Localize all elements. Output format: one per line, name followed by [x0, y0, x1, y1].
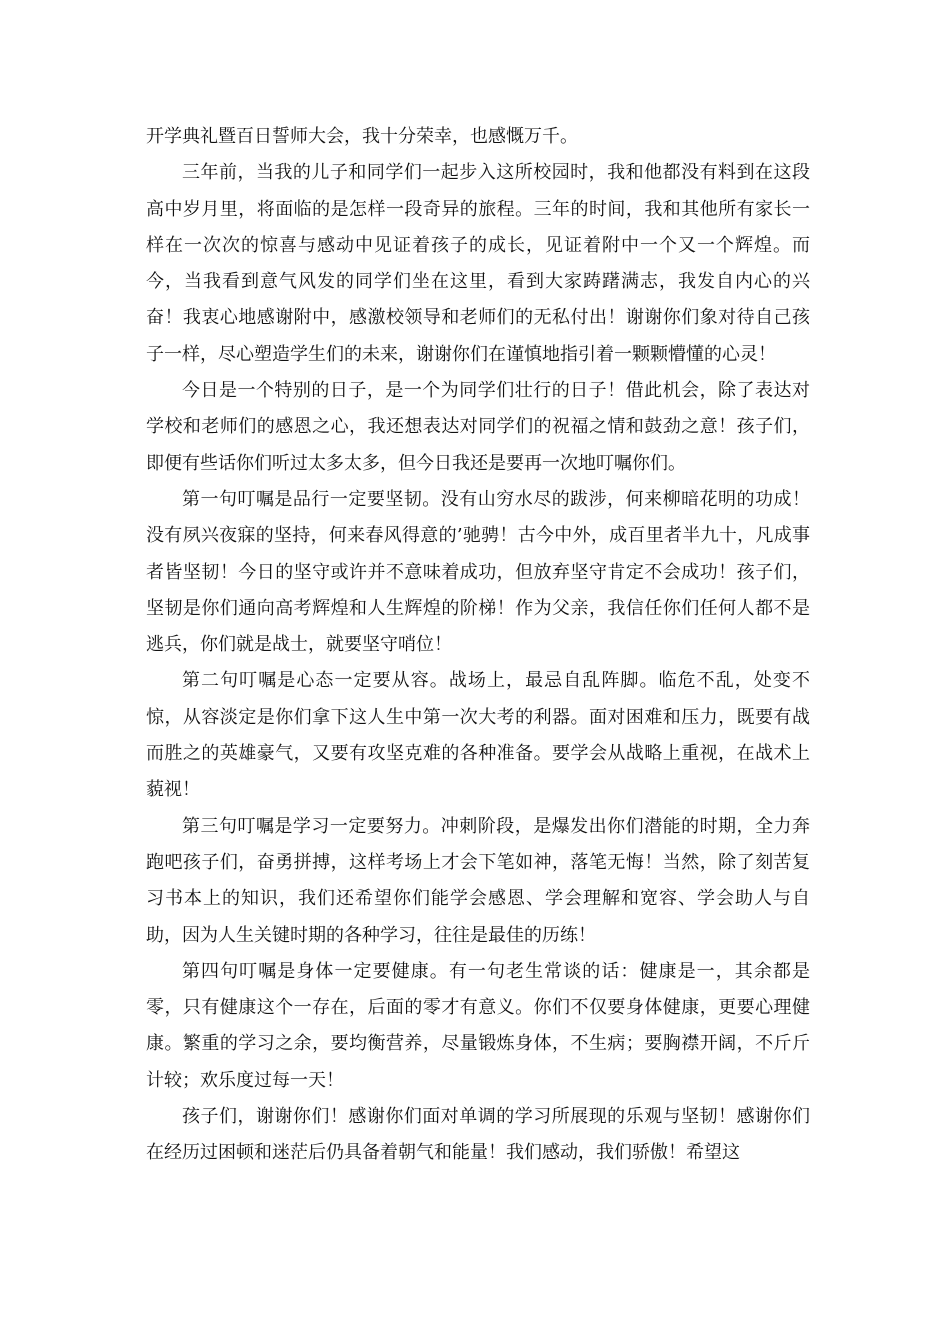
paragraph-opening: 开学典礼暨百日誓师大会，我十分荣幸，也感慨万千。: [146, 126, 578, 147]
paragraph-second-advice: 第二句叮嘱是心态一定要从容。战场上，最忌自乱阵脚。临危不乱，处变不惊，从容淡定是你们拿下这人生中第一次大考的利器。面对困难和压力，既要有战而胜之的英雄豪气，又要有攻坚克难的各种准备。要学会从战略上重视，在战术上藐视！: [146, 670, 810, 801]
paragraph-fourth-advice: 第四句叮嘱是身体一定要健康。有一句老生常谈的话：健康是一，其余都是零，只有健康这个一存在，后面的零才有意义。你们不仅要身体健康，更要心理健康。繁重的学习之余，要均衡营养，尽量锻炼身体，不生病；要胸襟开阔，不斤斤计较；欢乐度过每一天！: [146, 960, 810, 1091]
paragraph-special-day: 今日是一个特别的日子，是一个为同学们壮行的日子！借此机会，除了表达对学校和老师们的感恩之心，我还想表达对同学们的祝福之情和鼓劲之意！孩子们，即便有些话你们听过太多太多，但今日我还是要再一次地叮嘱你们。: [146, 380, 810, 474]
paragraph-closing: 孩子们，谢谢你们！感谢你们面对单调的学习所展现的乐观与坚韧！感谢你们在经历过困顿和迷茫后仍具备着朝气和能量！我们感动，我们骄傲！希望这: [146, 1106, 810, 1164]
document-body: [146, 119, 810, 1172]
paragraph-first-advice: 第一句叮嘱是品行一定要坚韧。没有山穷水尽的跋涉，何来柳暗花明的功成！没有夙兴夜寐的坚持，何来春风得意的’驰骋！古今中外，成百里者半九十，凡成事者皆坚韧！今日的坚守或许并不意味着成功，但放弃坚守肯定不会成功！孩子们，坚韧是你们通向高考辉煌和人生辉煌的阶梯！作为父亲，我信任你们任何人都不是逃兵，你们就是战士，就要坚守哨位！: [146, 488, 810, 656]
paragraph-third-advice: 第三句叮嘱是学习一定要努力。冲刺阶段，是爆发出你们潜能的时期，全力奔跑吧孩子们，奋勇拼搏，这样考场上才会下笔如神，落笔无悔！当然，除了刻苦复习书本上的知识，我们还希望你们能学会感恩、学会理解和宽容、学会助人与自助，因为人生关键时期的各种学习，往往是最佳的历练！: [146, 815, 810, 946]
paragraph-three-years-ago: 三年前，当我的儿子和同学们一起步入这所校园时，我和他都没有料到在这段高中岁月里，将面临的是怎样一段奇异的旅程。三年的时间，我和其他所有家长一样在一次次的惊喜与感动中见证着孩子的成长，见证着附中一个又一个辉煌。而今，当我看到意气风发的同学们坐在这里，看到大家踌躇满志，我发自内心的兴奋！我衷心地感谢附中，感激校领导和老师们的无私付出！谢谢你们象对待自己孩子一样，尽心塑造学生们的未来，谢谢你们在谨慎地指引着一颗颗懵懂的心灵！: [146, 162, 810, 365]
